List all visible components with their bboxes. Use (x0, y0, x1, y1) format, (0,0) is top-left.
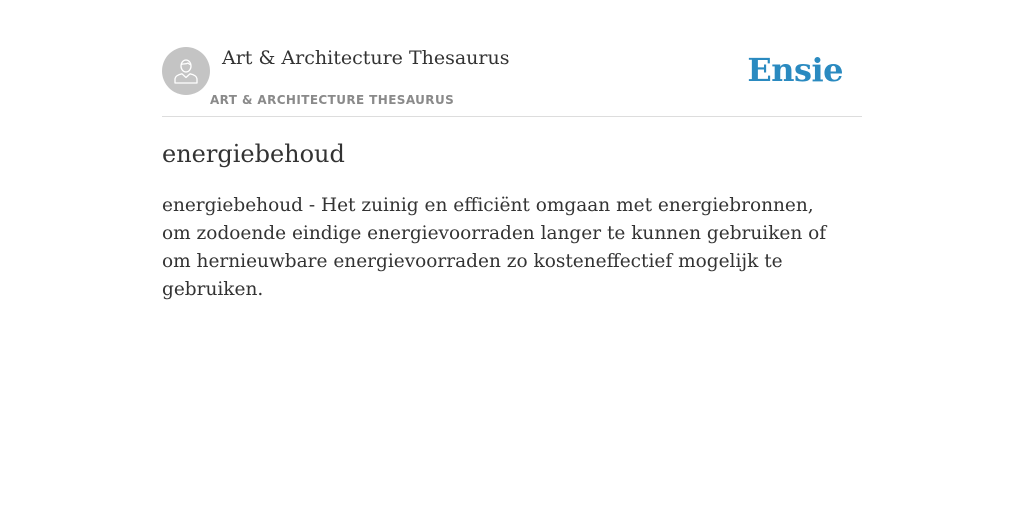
ensie-logo[interactable]: Ensie (747, 51, 843, 89)
entry-definition: energiebehoud - Het zuinig en efficiënt omgaan met energiebronnen, om zodoende eindige energievoorraden langer te kunnen gebruiken of om hernieuwbare energievoorraden zo kosteneffectief mogelijk te gebruiken. (162, 195, 827, 300)
avatar[interactable] (162, 47, 210, 95)
user-icon (171, 56, 201, 86)
header (162, 0, 862, 117)
author-name[interactable]: Art & Architecture Thesaurus (222, 47, 510, 69)
author-tag: ART & ARCHITECTURE THESAURUS (210, 93, 455, 107)
entry-term: energiebehoud (162, 140, 345, 168)
